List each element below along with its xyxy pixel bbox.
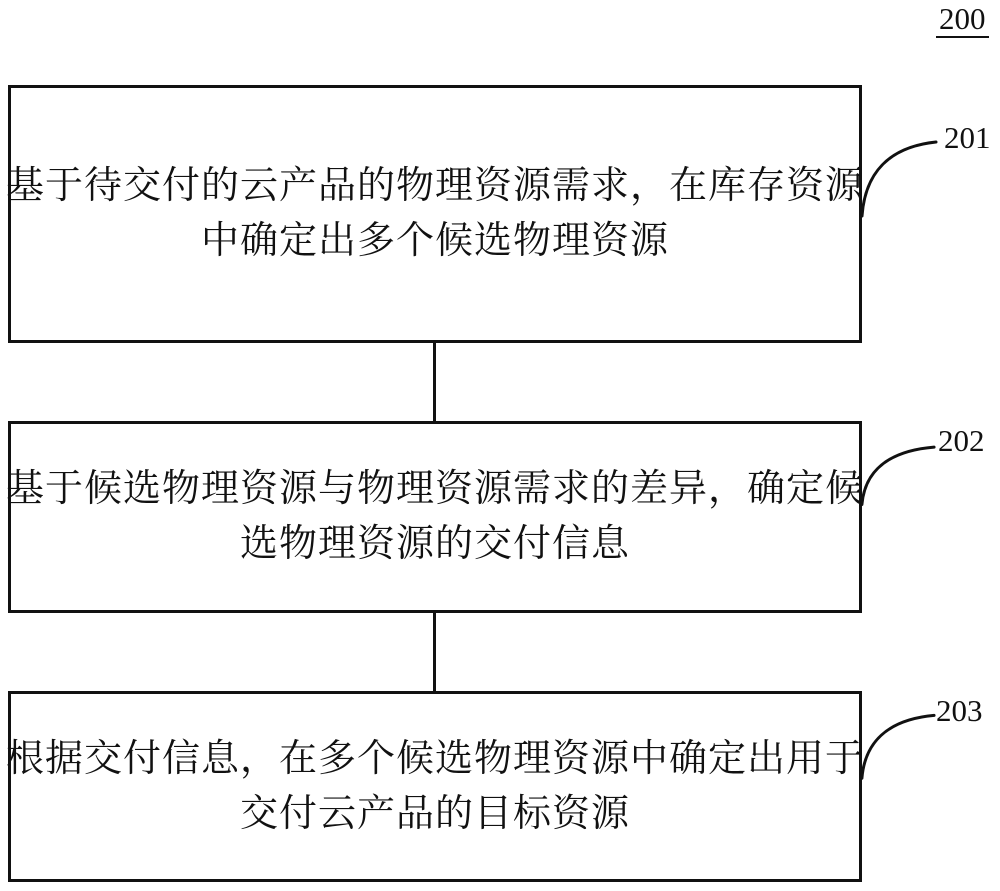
connector-line-1 (433, 342, 436, 422)
step-202-text-line-2: 选物理资源的交付信息 (239, 523, 630, 565)
step-201-text-line-2: 中确定出多个候选物理资源 (200, 220, 669, 262)
step-ref-label-201: 201 (944, 120, 991, 155)
lead-line-curve-202-icon (858, 444, 936, 506)
step-203-text-line-2: 交付云产品的目标资源 (239, 792, 630, 835)
step-box-203 (6, 691, 865, 882)
lead-line-curve-203-icon (858, 712, 936, 780)
step-202-text-line-1: 基于候选物理资源与物理资源需求的差异，确定候 (6, 468, 865, 510)
lead-line-curve-201-icon (858, 138, 938, 218)
step-201-text-line-1: 基于待交付的云产品的物理资源需求，在库存资源 (6, 165, 865, 207)
figure-number-label: 200 (936, 3, 989, 38)
step-ref-label-203: 203 (936, 693, 983, 728)
step-box-202 (6, 421, 865, 613)
step-box-201 (6, 85, 865, 343)
step-203-text-line-1: 根据交付信息，在多个候选物理资源中确定出用于 (6, 737, 865, 780)
connector-line-2 (433, 612, 436, 693)
step-ref-label-202: 202 (938, 423, 985, 458)
